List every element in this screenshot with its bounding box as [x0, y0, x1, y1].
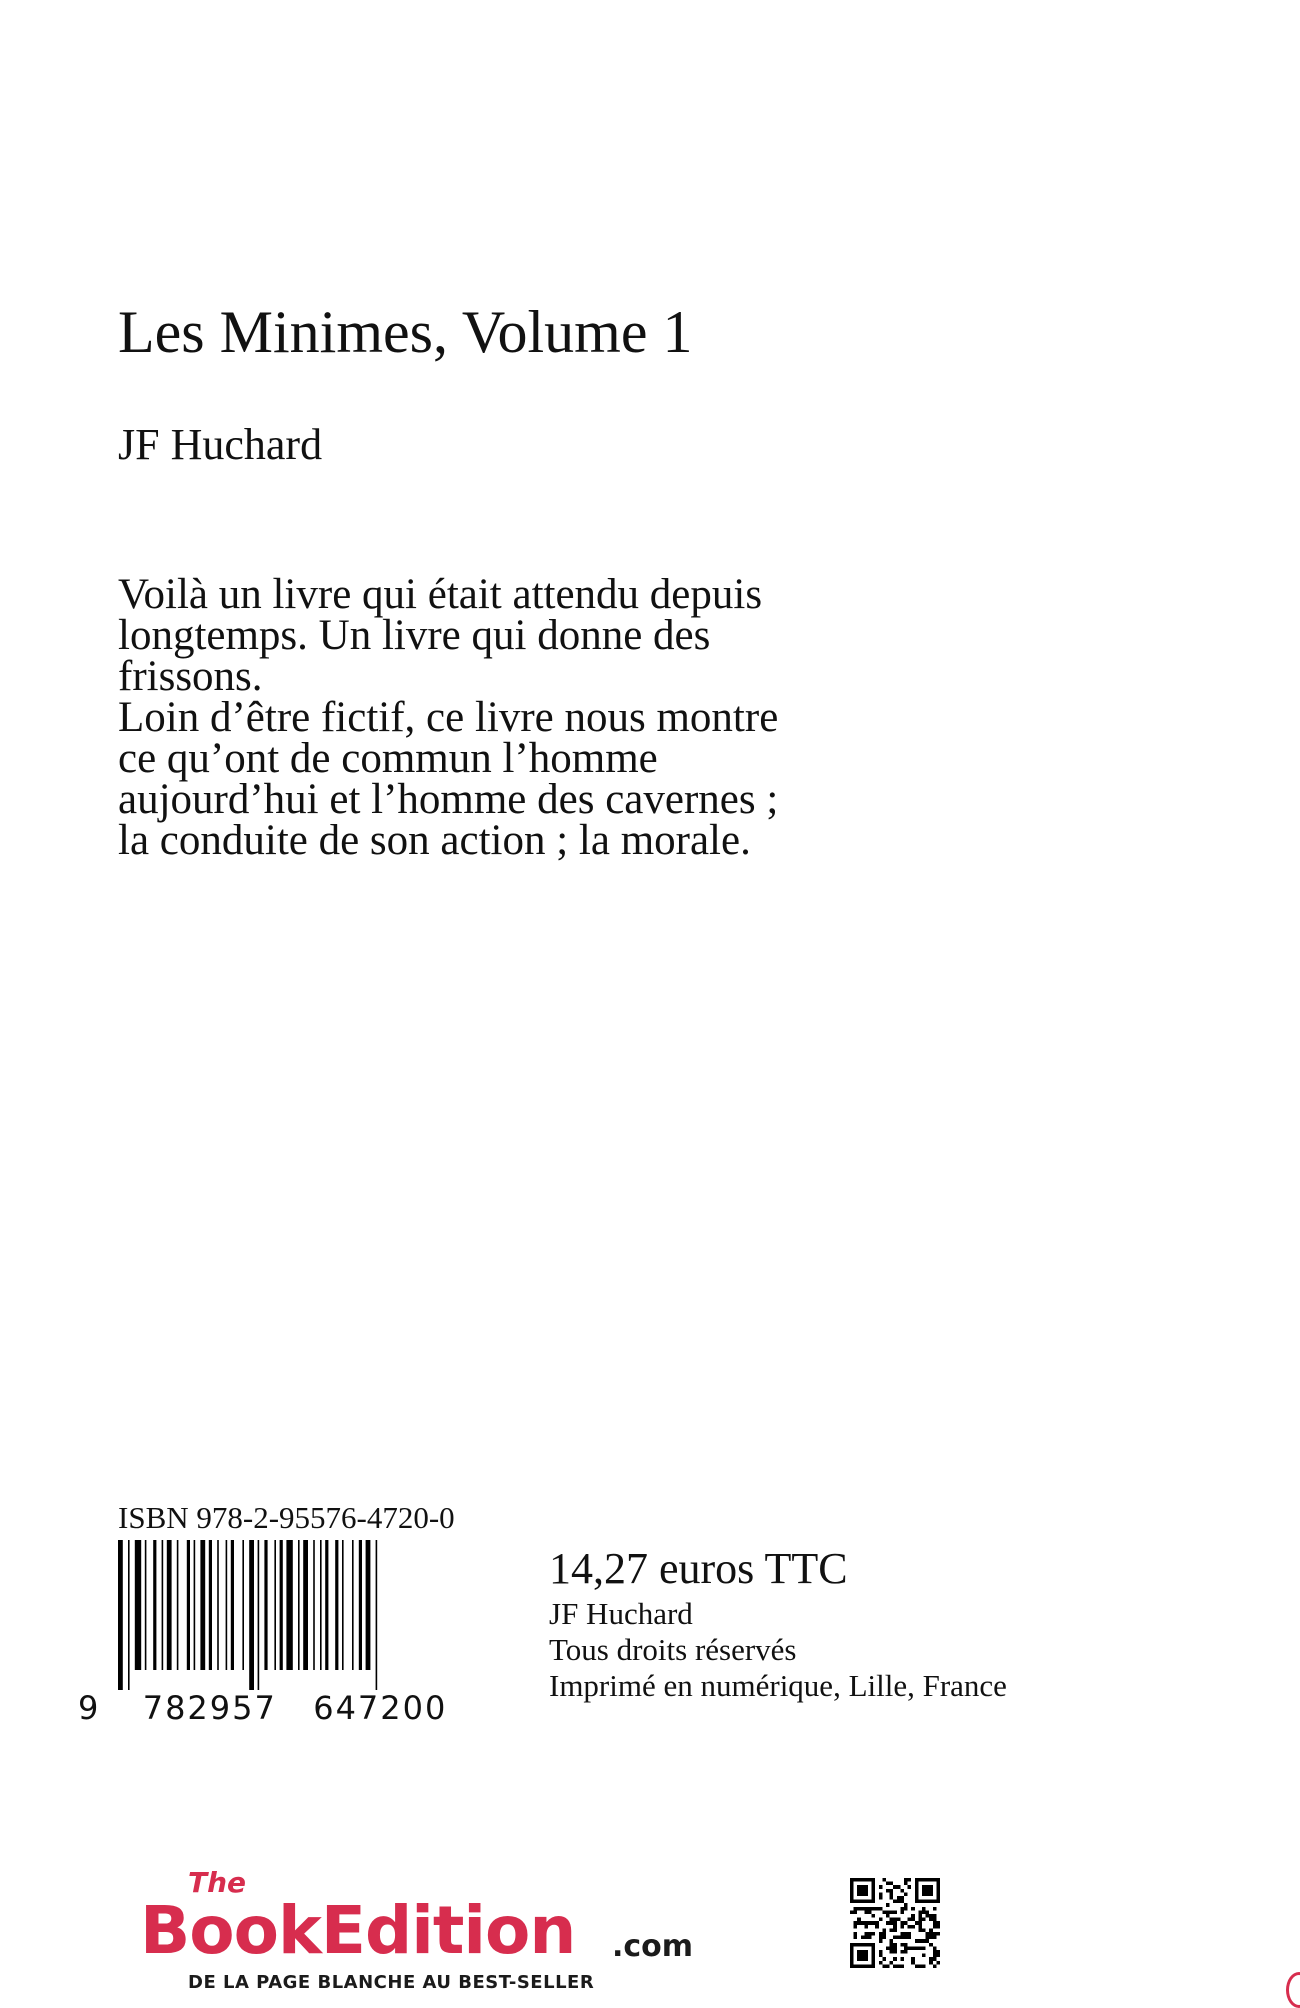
qr-module — [908, 1932, 912, 1936]
barcode-bar — [242, 1540, 244, 1670]
qr-module — [879, 1885, 883, 1889]
qr-module — [857, 1950, 868, 1961]
qr-module — [904, 1950, 908, 1954]
barcode-first-digit: 9 — [78, 1689, 101, 1727]
qr-module — [890, 1928, 894, 1932]
qr-module — [882, 1928, 886, 1932]
qr-module — [918, 1946, 922, 1950]
qr-module — [915, 1939, 919, 1943]
barcode-bar — [335, 1540, 338, 1670]
qr-module — [908, 1918, 912, 1922]
barcode-bar — [200, 1540, 205, 1670]
qr-module — [854, 1907, 858, 1911]
qr-module — [897, 1964, 901, 1968]
barcode-left-group: 782957 — [142, 1689, 277, 1727]
qr-module — [900, 1910, 904, 1914]
qr-module — [929, 1918, 933, 1922]
qr-module — [936, 1950, 940, 1954]
price: 14,27 euros TTC — [549, 1544, 848, 1593]
qr-module — [890, 1961, 894, 1965]
qr-module — [900, 1889, 904, 1893]
qr-module — [890, 1910, 894, 1914]
qr-module — [879, 1950, 883, 1954]
qr-module — [922, 1946, 926, 1950]
qr-module — [857, 1885, 868, 1896]
qr-module — [857, 1921, 861, 1925]
blurb-line: Loin d’être fictif, ce livre nous montre — [118, 694, 779, 741]
qr-module — [886, 1964, 890, 1968]
qr-module — [900, 1936, 904, 1940]
qr-module — [926, 1936, 930, 1940]
barcode-bar — [226, 1540, 228, 1670]
qr-module — [868, 1936, 872, 1940]
qr-module — [864, 1936, 868, 1940]
qr-module — [929, 1943, 933, 1947]
blurb-line: frissons. — [118, 653, 263, 700]
qr-module — [897, 1896, 901, 1900]
qr-module — [926, 1914, 930, 1918]
qr-module — [933, 1957, 937, 1961]
qr-module — [886, 1914, 890, 1918]
qr-module — [918, 1939, 922, 1943]
qr-module — [936, 1961, 940, 1965]
qr-module — [854, 1921, 858, 1925]
qr-module — [936, 1932, 940, 1936]
qr-module — [897, 1885, 901, 1889]
qr-module — [918, 1964, 922, 1968]
qr-module — [893, 1921, 897, 1925]
rights-notice: Tous droits réservés — [549, 1632, 797, 1667]
qr-module — [926, 1910, 930, 1914]
isbn-label: ISBN 978-2-95576-4720-0 — [118, 1500, 455, 1535]
qr-module — [918, 1914, 922, 1918]
qr-module — [922, 1939, 926, 1943]
qr-module — [900, 1900, 904, 1904]
print-notice: Imprimé en numérique, Lille, France — [549, 1668, 1007, 1703]
barcode-bar — [118, 1540, 123, 1690]
qr-module — [911, 1961, 915, 1965]
qr-module — [868, 1907, 872, 1911]
barcode-bar — [162, 1540, 164, 1670]
qr-module — [915, 1964, 919, 1968]
qr-module — [854, 1932, 858, 1936]
barcode-bar — [313, 1540, 315, 1670]
qr-module — [879, 1892, 883, 1896]
qr-module — [929, 1957, 933, 1961]
qr-module — [879, 1936, 883, 1940]
qr-module — [882, 1878, 886, 1882]
barcode-bar — [217, 1540, 219, 1670]
decorative-edge-mark — [1286, 1972, 1300, 2008]
qr-module — [890, 1918, 894, 1922]
logo-suffix: .com — [612, 1929, 694, 1964]
qr-module — [861, 1936, 865, 1940]
qr-module — [886, 1889, 890, 1893]
qr-module — [890, 1946, 894, 1950]
qr-module — [911, 1914, 915, 1918]
qr-module — [922, 1910, 926, 1914]
qr-module — [872, 1907, 876, 1911]
qr-module — [936, 1954, 940, 1958]
qr-module — [893, 1900, 897, 1904]
qr-module — [879, 1939, 883, 1943]
barcode-bar — [187, 1540, 190, 1670]
qr-module — [864, 1910, 868, 1914]
qr-module — [886, 1921, 890, 1925]
barcode-bar — [359, 1540, 362, 1670]
qr-module — [864, 1907, 868, 1911]
qr-module — [882, 1936, 886, 1940]
qr-module — [933, 1946, 937, 1950]
qr-module — [864, 1925, 868, 1929]
qr-module — [904, 1936, 908, 1940]
blurb-line: aujourd’hui et l’homme des cavernes ; — [118, 776, 779, 823]
qr-module — [890, 1896, 894, 1900]
qr-module — [875, 1925, 879, 1929]
qr-module — [857, 1907, 861, 1911]
qr-module — [933, 1921, 937, 1925]
qr-module — [922, 1928, 926, 1932]
barcode-bar — [376, 1540, 378, 1690]
qr-module — [893, 1936, 897, 1940]
book-title: Les Minimes, Volume 1 — [118, 299, 693, 365]
qr-module — [918, 1910, 922, 1914]
qr-module — [868, 1921, 872, 1925]
qr-module — [861, 1907, 865, 1911]
qr-module — [890, 1921, 894, 1925]
qr-module — [854, 1910, 858, 1914]
qr-module — [900, 1925, 904, 1929]
qr-module — [893, 1950, 897, 1954]
qr-module — [875, 1907, 879, 1911]
qr-module — [890, 1943, 894, 1947]
qr-module — [904, 1946, 908, 1950]
qr-module — [936, 1921, 940, 1925]
qr-module — [897, 1936, 901, 1940]
qr-module — [900, 1907, 904, 1911]
qr-module — [886, 1882, 890, 1886]
qr-module — [911, 1925, 915, 1929]
qr-module — [900, 1964, 904, 1968]
qr-module — [879, 1932, 883, 1936]
barcode-bar — [135, 1540, 141, 1670]
qr-module — [933, 1925, 937, 1929]
qr-module — [904, 1878, 908, 1882]
qr-module — [908, 1925, 912, 1929]
barcode-bar — [231, 1540, 234, 1670]
barcode-bar — [303, 1540, 308, 1670]
barcode-bar — [153, 1540, 156, 1670]
qr-module — [904, 1943, 908, 1947]
qr-module — [918, 1921, 922, 1925]
qr-module — [850, 1910, 854, 1914]
qr-module — [872, 1914, 876, 1918]
qr-module — [911, 1907, 915, 1911]
qr-module — [893, 1918, 897, 1922]
blurb-line: ce qu’ont de commun l’homme — [118, 735, 658, 782]
qr-module — [904, 1892, 908, 1896]
barcode-bar — [258, 1540, 260, 1690]
blurb-line: Voilà un livre qui était attendu depuis — [118, 571, 763, 618]
barcode-bar — [366, 1540, 371, 1670]
barcode-bar — [177, 1540, 179, 1670]
barcode-bar — [194, 1540, 196, 1670]
qr-module — [893, 1928, 897, 1932]
qr-module — [915, 1946, 919, 1950]
barcode-bar — [209, 1540, 212, 1670]
book-blurb — [118, 571, 958, 864]
qr-module — [933, 1914, 937, 1918]
qr-module — [933, 1907, 937, 1911]
qr-module — [900, 1921, 904, 1925]
barcode-bar — [298, 1540, 300, 1670]
qr-module — [893, 1946, 897, 1950]
qr-module — [879, 1954, 883, 1958]
qr-module — [893, 1925, 897, 1929]
qr-module — [929, 1914, 933, 1918]
barcode-right-group: 647200 — [313, 1689, 448, 1727]
qr-module — [872, 1921, 876, 1925]
qr-module — [929, 1932, 933, 1936]
qr-module — [882, 1932, 886, 1936]
barcode-bar — [167, 1540, 172, 1670]
qr-module — [890, 1939, 894, 1943]
qr-module — [911, 1946, 915, 1950]
qr-module — [908, 1946, 912, 1950]
qr-module — [900, 1943, 904, 1947]
qr-module — [900, 1896, 904, 1900]
qr-module — [872, 1932, 876, 1936]
qr-module — [875, 1921, 879, 1925]
qr-module — [886, 1946, 890, 1950]
qr-module — [900, 1950, 904, 1954]
qr-module — [911, 1957, 915, 1961]
qr-module — [929, 1936, 933, 1940]
qr-module — [933, 1936, 937, 1940]
barcode-bar — [128, 1540, 130, 1690]
qr-module — [886, 1903, 890, 1907]
barcode-bar — [274, 1540, 276, 1670]
qr-module — [904, 1932, 908, 1936]
qr-module — [933, 1964, 937, 1968]
logo-tagline: DE LA PAGE BLANCHE AU BEST-SELLER — [188, 1972, 595, 1993]
qr-module — [879, 1896, 883, 1900]
qr-module — [893, 1885, 897, 1889]
qr-module — [868, 1932, 872, 1936]
qr-module — [882, 1964, 886, 1968]
qr-module — [922, 1907, 926, 1911]
qr-module — [904, 1907, 908, 1911]
qr-module — [904, 1882, 908, 1886]
qr-module — [900, 1932, 904, 1936]
qr-module — [879, 1918, 883, 1922]
qr-code-icon — [850, 1878, 940, 1968]
qr-module — [918, 1928, 922, 1932]
barcode-bar — [264, 1540, 267, 1670]
qr-module — [922, 1954, 926, 1958]
qr-module — [893, 1910, 897, 1914]
qr-module — [922, 1885, 933, 1896]
logo-name: BookEdition — [140, 1892, 576, 1969]
qr-module — [890, 1882, 894, 1886]
qr-module — [933, 1950, 937, 1954]
qr-module — [893, 1964, 897, 1968]
qr-module — [929, 1961, 933, 1965]
qr-module — [922, 1964, 926, 1968]
publisher: JF Huchard — [549, 1596, 693, 1631]
qr-module — [904, 1903, 908, 1907]
qr-module — [893, 1957, 897, 1961]
qr-module — [900, 1957, 904, 1961]
qr-module — [882, 1910, 886, 1914]
qr-module — [926, 1932, 930, 1936]
qr-module — [929, 1928, 933, 1932]
qr-module — [911, 1918, 915, 1922]
qr-module — [908, 1885, 912, 1889]
qr-module — [908, 1878, 912, 1882]
qr-module — [882, 1957, 886, 1961]
qr-module — [897, 1918, 901, 1922]
qr-module — [886, 1910, 890, 1914]
qr-module — [861, 1921, 865, 1925]
barcode-digits — [78, 1690, 447, 1726]
qr-module — [890, 1950, 894, 1954]
qr-module — [868, 1910, 872, 1914]
blurb-line: longtemps. Un livre qui donne des — [118, 612, 711, 659]
blurb-line: la conduite de son action ; la morale. — [118, 817, 751, 864]
barcode-bar — [145, 1540, 147, 1670]
qr-module — [864, 1921, 868, 1925]
qr-module — [918, 1918, 922, 1922]
qr-module — [908, 1936, 912, 1940]
qr-module — [922, 1918, 926, 1922]
qr-module — [915, 1921, 919, 1925]
qr-module — [854, 1936, 858, 1940]
book-author: JF Huchard — [118, 420, 323, 469]
qr-module — [933, 1918, 937, 1922]
barcode-bar — [286, 1540, 292, 1670]
qr-module — [918, 1925, 922, 1929]
barcode-bar — [325, 1540, 328, 1670]
qr-module — [936, 1925, 940, 1929]
qr-module — [890, 1889, 894, 1893]
qr-module — [926, 1939, 930, 1943]
barcode-bar — [249, 1540, 254, 1690]
qr-module — [890, 1892, 894, 1896]
barcode-bar — [280, 1540, 283, 1670]
qr-module — [933, 1932, 937, 1936]
qr-module — [854, 1925, 858, 1929]
barcode-bar — [352, 1540, 354, 1670]
qr-module — [879, 1907, 883, 1911]
qr-module — [904, 1921, 908, 1925]
barcode-bar — [342, 1540, 344, 1670]
logo-prefix: The — [188, 1866, 247, 1899]
qr-module — [897, 1900, 901, 1904]
qr-module — [857, 1918, 861, 1922]
barcode-bar — [320, 1540, 322, 1670]
qr-module — [864, 1932, 868, 1936]
qr-module — [933, 1954, 937, 1958]
qr-module — [893, 1943, 897, 1947]
qr-module — [879, 1961, 883, 1965]
